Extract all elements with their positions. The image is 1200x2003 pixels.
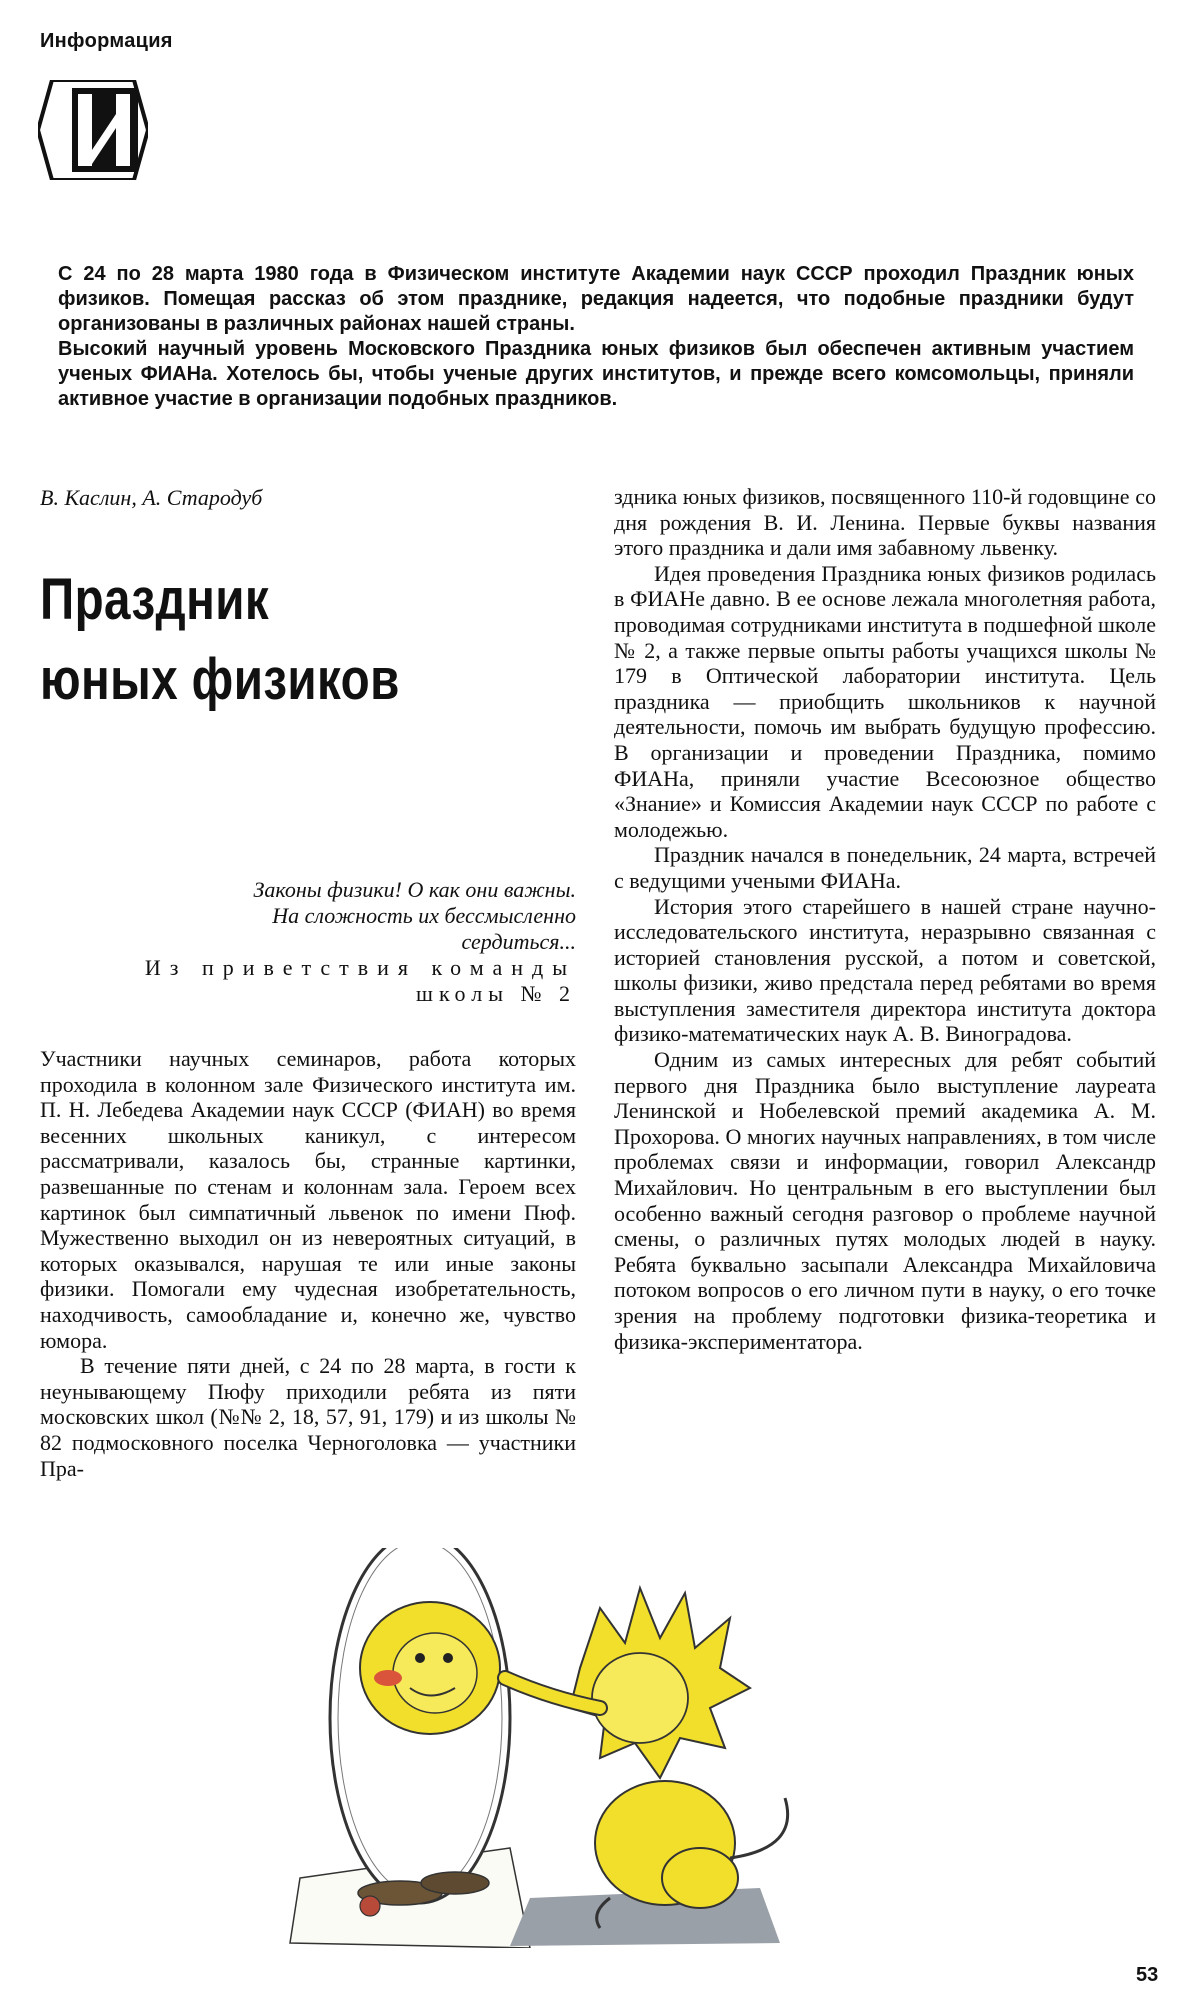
article-paragraph: Участники научных семинаров, работа которых проходила в колонном зале Физического института им. П. Н. Лебедева Академии наук СССР (ФИАН) во время весенних школьных каникул, с интересом рассматривали, казалось бы, странные картинки, развешанные по стенам и колоннам зала. Героем всех картинок был симпатичный львенок по имени Пюф. Мужественно выходил он из невероятных ситуаций, в которых оказывался, нарушая те или иные законы физики. Помогали ему чудесная изобретательность, находчивость, самообладание и, конечно же, чувство юмора. <box>40 1046 576 1353</box>
article-paragraph: Одним из самых интересных для ребят событий первого дня Праздника было выступление лауреата Ленинской и Нобелевской премий академика А. М. Прохорова. О многих научных направлениях, в том числе проблемах связи и информации, говорил Александр Михайлович. Но центральным в его выступлении был особенно важный сегодня разговор о проблеме научной смены, о различных путях молодых людей в науку. Ребята буквально засыпали Александра Михайловича потоком вопросов о его личном пути в науку, о его точке зрения на проблему подготовки физика-теоретика и физика-экспериментатора. <box>614 1047 1156 1354</box>
lion-tail <box>730 1798 788 1858</box>
epigraph-source: школы № 2 <box>416 981 576 1006</box>
article-column-left <box>40 1046 576 1481</box>
sausage-icon <box>421 1872 489 1894</box>
intro-paragraph: Высокий научный уровень Московского Праздника юных физиков был обеспечен активным участием ученых ФИАНа. Хотелось бы, чтобы ученые других институтов, и прежде всего комсомольцы, приняли активное участие в организации подобных праздников. <box>58 338 1134 410</box>
epigraph-line: На сложность их бессмысленно <box>272 903 576 928</box>
page-number: 53 <box>1136 1964 1159 1986</box>
lion-head <box>592 1653 688 1743</box>
section-label: Информация <box>40 30 173 52</box>
article-authors: В. Каслин, А. Стародуб <box>40 485 263 510</box>
lion-mirror-illustration <box>280 1548 820 1948</box>
article-title <box>40 560 499 720</box>
intro-lead <box>58 262 1134 412</box>
article-paragraph: В течение пяти дней, с 24 по 28 марта, в гости к неунывающему Пюфу приходили ребята из пяти московских школ (№№ 2, 18, 57, 91, 179) и из школы № 82 подмосковного поселка Черноголовка — участники Пра- <box>40 1353 576 1481</box>
epigraph-line: сердиться... <box>461 929 576 954</box>
article-paragraph: История этого старейшего в нашей стране научно-исследовательского института, неразрывно связанная с историей становления русской, а потом и советской, школы физики, живо предстала перед ребятами во время выступления заместителя директора института доктора физико-математических наук А. В. Виноградова. <box>614 893 1156 1047</box>
epigraph <box>110 877 576 1007</box>
intro-paragraph: С 24 по 28 марта 1980 года в Физическом институте Академии наук СССР проходил Праздник юных физиков. Помещая рассказ об этом празднике, редакция надеется, что подобные праздники будут организованы в различных районах нашей страны. <box>58 263 1134 335</box>
epigraph-source: Из приветствия команды <box>144 955 576 980</box>
epigraph-line: Законы физики! О как они важны. <box>253 877 576 902</box>
article-paragraph: Праздник начался в понедельник, 24 марта, встречей с ведущими учеными ФИАНа. <box>614 842 1156 893</box>
section-logo-icon <box>38 80 148 180</box>
article-paragraph: здника юных физиков, посвященного 110-й годовщине со дня рождения В. И. Ленина. Первые буквы названия этого праздника и дали имя забавному львенку. <box>614 484 1156 561</box>
title-line: юных физиков <box>40 647 400 712</box>
title-line: Праздник <box>40 567 270 632</box>
article-paragraph: Идея проведения Праздника юных физиков родилась в ФИАНе давно. В ее основе лежала многолетняя работа, проводимая сотрудниками института в подшефной школе № 2, а также первые опыты работы учащихся школы № 179 в Оптической лаборатории института. Цель праздника — приобщить школьников к научной деятельности, помочь им выбрать будущую профессию. В организации и проведении Праздника, помимо ФИАНа, приняли участие Всесоюзное общество «Знание» и Комиссия Академии наук СССР по работе с молодежью. <box>614 560 1156 842</box>
article-column-right <box>614 484 1156 1354</box>
